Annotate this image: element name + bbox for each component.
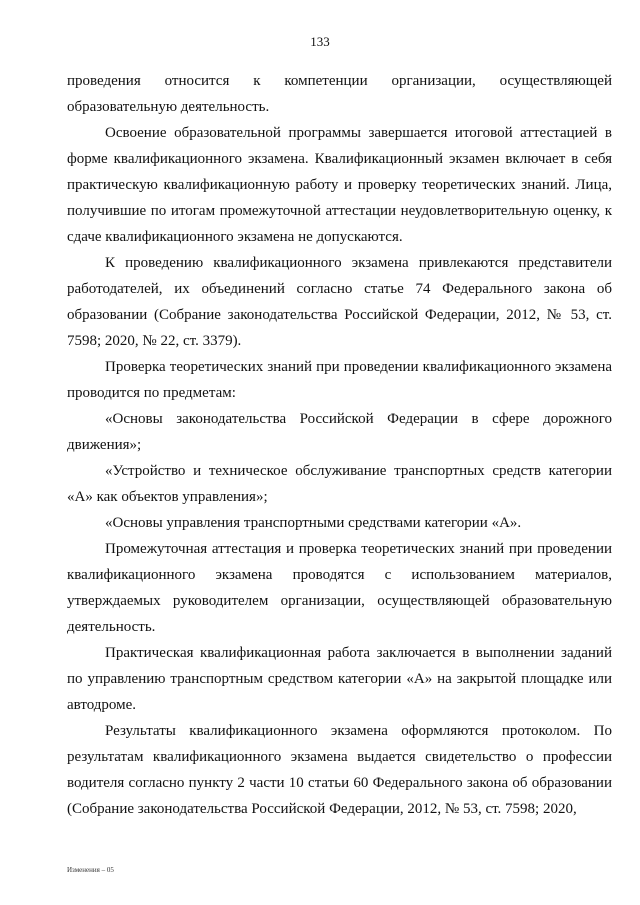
paragraph: «Устройство и техническое обслуживание транспортных средств категории «А» как объектов управления»;	[67, 463, 612, 505]
page-number: 133	[310, 34, 330, 49]
paragraph: Практическая квалификационная работа заключается в выполнении заданий по управлению транспортным средством категории «А» на закрытой площадке или автодроме.	[67, 645, 612, 713]
paragraph: Проверка теоретических знаний при проведении квалификационного экзамена проводится по предметам:	[67, 359, 612, 401]
paragraph: Результаты квалификационного экзамена оформляются протоколом. По результатам квалификационного экзамена выдается свидетельство о профессии водителя согласно пункту 2 части 10 статьи 60 Федерального закона об образовании (Собрание законодательства Российской Федерации, 2012, № 53, ст. 7598; 2020,	[67, 723, 612, 817]
paragraph: проведения относится к компетенции организации, осуществляющей образовательную деятельность.	[67, 73, 612, 115]
paragraph: К проведению квалификационного экзамена привлекаются представители работодателей, их объединений согласно статье 74 Федерального закона об образовании (Собрание законодательства Российской Федерации, 2012, № 53, ст. 7598; 2020, № 22, ст. 3379).	[67, 255, 612, 349]
paragraph: Освоение образовательной программы завершается итоговой аттестацией в форме квалификационного экзамена. Квалификационный экзамен включает в себя практическую квалификационную работу и проверку теоретических знаний. Лица, получившие по итогам промежуточной аттестации неудовлетворительную оценку, к сдаче квалификационного экзамена не допускаются.	[67, 125, 612, 245]
paragraph: «Основы управления транспортными средствами категории «А».	[105, 515, 522, 531]
document-body	[67, 68, 612, 822]
paragraph: «Основы законодательства Российской Федерации в сфере дорожного движения»;	[67, 411, 612, 453]
footer-revision-note: Изменения – 05	[67, 866, 114, 874]
paragraph: Промежуточная аттестация и проверка теоретических знаний при проведении квалификационного экзамена проводятся с использованием материалов, утверждаемых руководителем организации, осуществляющей образовательную деятельность.	[67, 541, 612, 635]
